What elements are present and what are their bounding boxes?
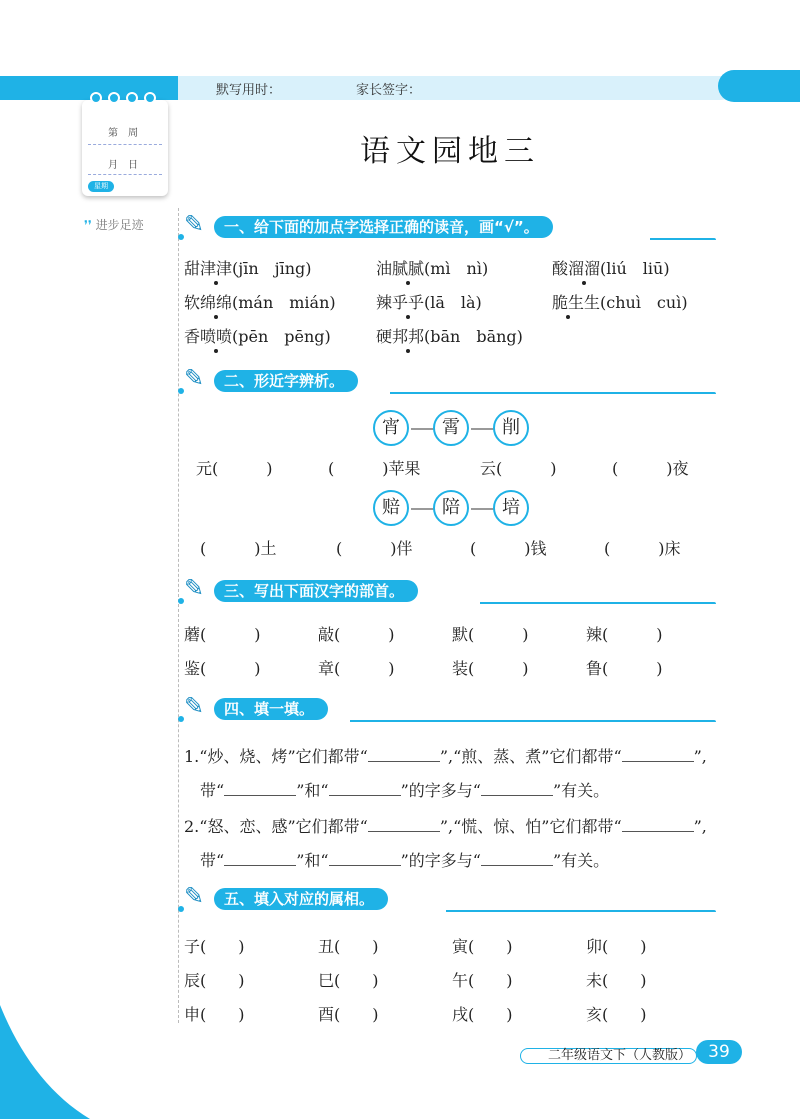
ring-icon [144, 92, 156, 104]
list-item: 酸溜溜(liú liū) [552, 259, 670, 278]
ring-icon [126, 92, 138, 104]
list-item: 未( ) [586, 971, 647, 990]
header-band-right [718, 70, 800, 102]
answer-blank[interactable] [329, 781, 401, 796]
list-item: 香喷喷(pēn pēng) [184, 327, 331, 346]
list-item: 油腻腻(mì nì) [376, 259, 489, 278]
char-circle: 陪 [433, 490, 469, 526]
emphasis-dot [406, 315, 410, 319]
list-item: 蘑( ) [184, 625, 261, 644]
list-item: 鉴( ) [184, 659, 261, 678]
list-item: 硬邦邦(bān bāng) [376, 327, 523, 346]
list-item: 鲁( ) [586, 659, 663, 678]
sign-label: 家长签字： [356, 83, 422, 98]
list-item: 装( ) [452, 659, 529, 678]
emphasis-dot [406, 281, 410, 285]
answer-blank[interactable] [368, 817, 440, 832]
ring-icon [108, 92, 120, 104]
emphasis-dot [406, 349, 410, 353]
fill-blank: ( )钱 [470, 539, 547, 558]
fill-blank: ( )苹果 [328, 459, 421, 478]
calendar-card [82, 100, 168, 196]
emphasis-dot [582, 281, 586, 285]
answer-blank[interactable] [481, 781, 553, 796]
list-item: 辰( ) [184, 971, 245, 990]
list-item: 酉( ) [318, 1005, 379, 1024]
char-circle: 培 [493, 490, 529, 526]
answer-blank[interactable] [368, 747, 440, 762]
list-item: 寅( ) [452, 937, 513, 956]
list-item: 戌( ) [452, 1005, 513, 1024]
list-item: 申( ) [184, 1005, 245, 1024]
calendar-week: 第 周 [108, 128, 138, 139]
fill-blank: ( )床 [604, 539, 681, 558]
char-circle: 削 [493, 410, 529, 446]
page-title: 语文园地三 [360, 134, 540, 169]
ring-icon [90, 92, 102, 104]
emphasis-dot [214, 349, 218, 353]
time-label: 默写用时： [216, 83, 282, 98]
char-circle: 宵 [373, 410, 409, 446]
fill-blank: 元( ) [196, 459, 273, 478]
emphasis-dot [214, 315, 218, 319]
pencil-icon: ✎ [184, 210, 205, 238]
calendar-date: 月 日 [108, 160, 138, 171]
char-circle: 霄 [433, 410, 469, 446]
list-item: 脆生生(chuì cuì) [552, 293, 688, 312]
pencil-icon: ✎ [184, 692, 205, 720]
margin-line [178, 208, 179, 1023]
answer-blank[interactable] [622, 817, 694, 832]
list-item: 敲( ) [318, 625, 395, 644]
list-item: 默( ) [452, 625, 529, 644]
calendar-weekday: 星期 [88, 181, 114, 192]
list-item: 巳( ) [318, 971, 379, 990]
answer-blank[interactable] [481, 851, 553, 866]
progress-label: ❜❜ 进步足迹 [84, 218, 144, 232]
list-item: 亥( ) [586, 1005, 647, 1024]
footer-label: 二年级语文下（人教版） [548, 1048, 692, 1063]
list-item: 丑( ) [318, 937, 379, 956]
list-item: 甜津津(jīn jīng) [184, 259, 312, 278]
footprint-icon: ❜❜ [84, 218, 92, 232]
fill-blank: ( )夜 [612, 459, 689, 478]
list-item: 章( ) [318, 659, 395, 678]
list-item: 软绵绵(mán mián) [184, 293, 336, 312]
section-header-4: ✎ 四、填一填。 [180, 690, 720, 730]
corner-decoration [0, 1005, 90, 1119]
fill-blank: 云( ) [480, 459, 557, 478]
char-circle: 赔 [373, 490, 409, 526]
question-1-line-1: 1.“炒、烧、烤”它们都带“ ”,“煎、蒸、煮”它们都带“ ”, [184, 747, 707, 766]
question-2-line-1: 2.“怒、恋、感”它们都带“ ”,“慌、惊、怕”它们都带“ ”, [184, 817, 707, 836]
answer-blank[interactable] [329, 851, 401, 866]
answer-blank[interactable] [622, 747, 694, 762]
pencil-icon: ✎ [184, 364, 205, 392]
list-item: 午( ) [452, 971, 513, 990]
emphasis-dot [566, 315, 570, 319]
list-item: 辣乎乎(lā là) [376, 293, 482, 312]
section-header-2: ✎ 二、形近字辨析。 [180, 362, 720, 402]
section-header-3: ✎ 三、写出下面汉字的部首。 [180, 572, 720, 612]
pencil-icon: ✎ [184, 882, 205, 910]
list-item: 卯( ) [586, 937, 647, 956]
pencil-icon: ✎ [184, 574, 205, 602]
page-number: 39 [696, 1040, 742, 1064]
fill-blank: ( )伴 [336, 539, 413, 558]
section-header-5: ✎ 五、填入对应的属相。 [180, 880, 720, 920]
list-item: 辣( ) [586, 625, 663, 644]
answer-blank[interactable] [224, 851, 296, 866]
question-1-line-2: 带“ ”和“ ”的字多与“ ”有关。 [200, 781, 610, 800]
section-header-1: ✎ 一、给下面的加点字选择正确的读音，画“√”。 [180, 208, 720, 248]
answer-blank[interactable] [224, 781, 296, 796]
fill-blank: ( )土 [200, 539, 277, 558]
question-2-line-2: 带“ ”和“ ”的字多与“ ”有关。 [200, 851, 610, 870]
emphasis-dot [214, 281, 218, 285]
list-item: 子( ) [184, 937, 245, 956]
